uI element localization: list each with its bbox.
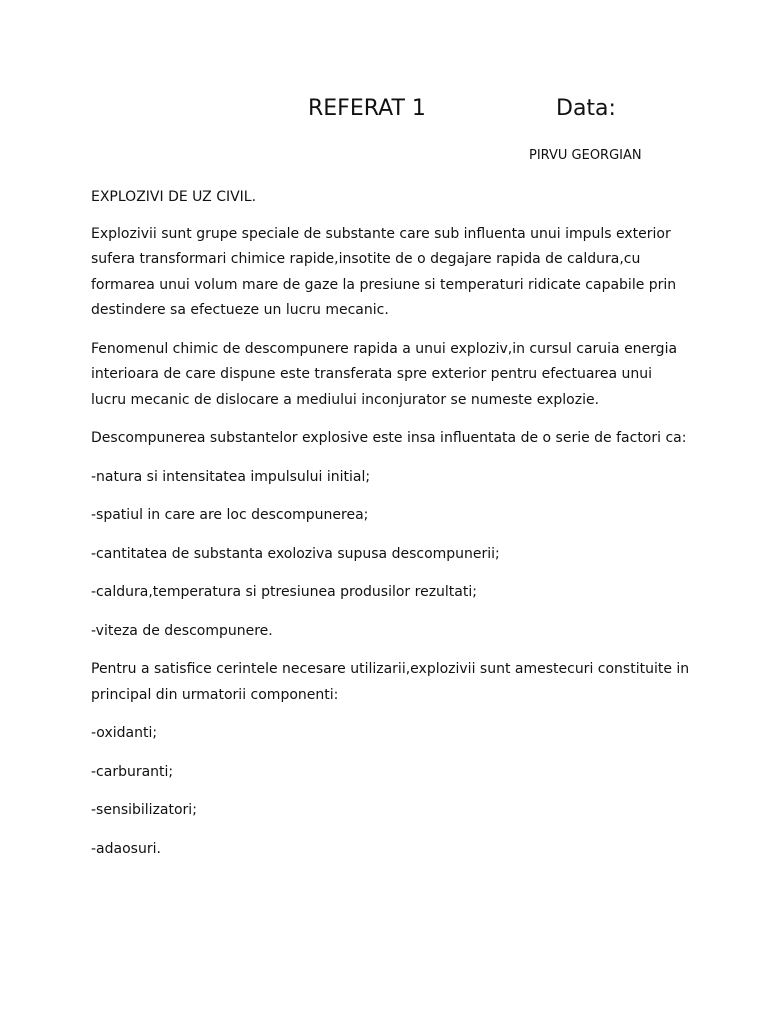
- paragraph-definition: Explozivii sunt grupe speciale de substante care sub influenta unui impuls exterior sufera transformari chimice rapide,insotite de o degajare rapida de caldura,cu formarea unui volum mare de gaze la presiune si temperaturi ridicate capabile prin destindere sa efectueze un lucru mecanic.: [91, 225, 677, 318]
- list-item-factor: -viteza de descompunere.: [91, 622, 273, 639]
- author-name: PIRVU GEORGIAN: [529, 148, 642, 163]
- section-heading: EXPLOZIVI DE UZ CIVIL.: [91, 189, 257, 205]
- title-row: [0, 96, 768, 130]
- list-item-factor: -caldura,temperatura si ptresiunea produsilor rezultati;: [91, 584, 477, 600]
- list-item-factor: -natura si intensitatea impulsului initial;: [91, 468, 371, 485]
- list-item-component: -oxidanti;: [91, 725, 158, 741]
- document-title: REFERAT 1: [308, 96, 426, 121]
- paragraph-explosion: Fenomenul chimic de descompunere rapida a unui exploziv,in cursul caruia energia interioara de care dispune este transferata spre exterior pentru efectuarea unui lucru mecanic de dislocare a mediului inconjurator se numeste explozie.: [91, 340, 678, 408]
- list-item-component: -sensibilizatori;: [91, 802, 197, 818]
- document-body: [91, 185, 691, 875]
- date-label: Data:: [556, 96, 616, 121]
- paragraph-factors-intro: Descompunerea substantelor explosive este insa influentata de o serie de factori ca:: [91, 430, 687, 446]
- list-item-component: -adaosuri.: [91, 840, 161, 857]
- list-item-factor: -cantitatea de substanta exoloziva supusa descompunerii;: [91, 545, 500, 562]
- paragraph-components-intro: Pentru a satisfice cerintele necesare utilizarii,explozivii sunt amestecuri constituite in principal din urmatorii componenti:: [91, 661, 690, 703]
- list-item-component: -carburanti;: [91, 763, 174, 780]
- list-item-factor: -spatiul in care are loc descompunerea;: [91, 507, 369, 523]
